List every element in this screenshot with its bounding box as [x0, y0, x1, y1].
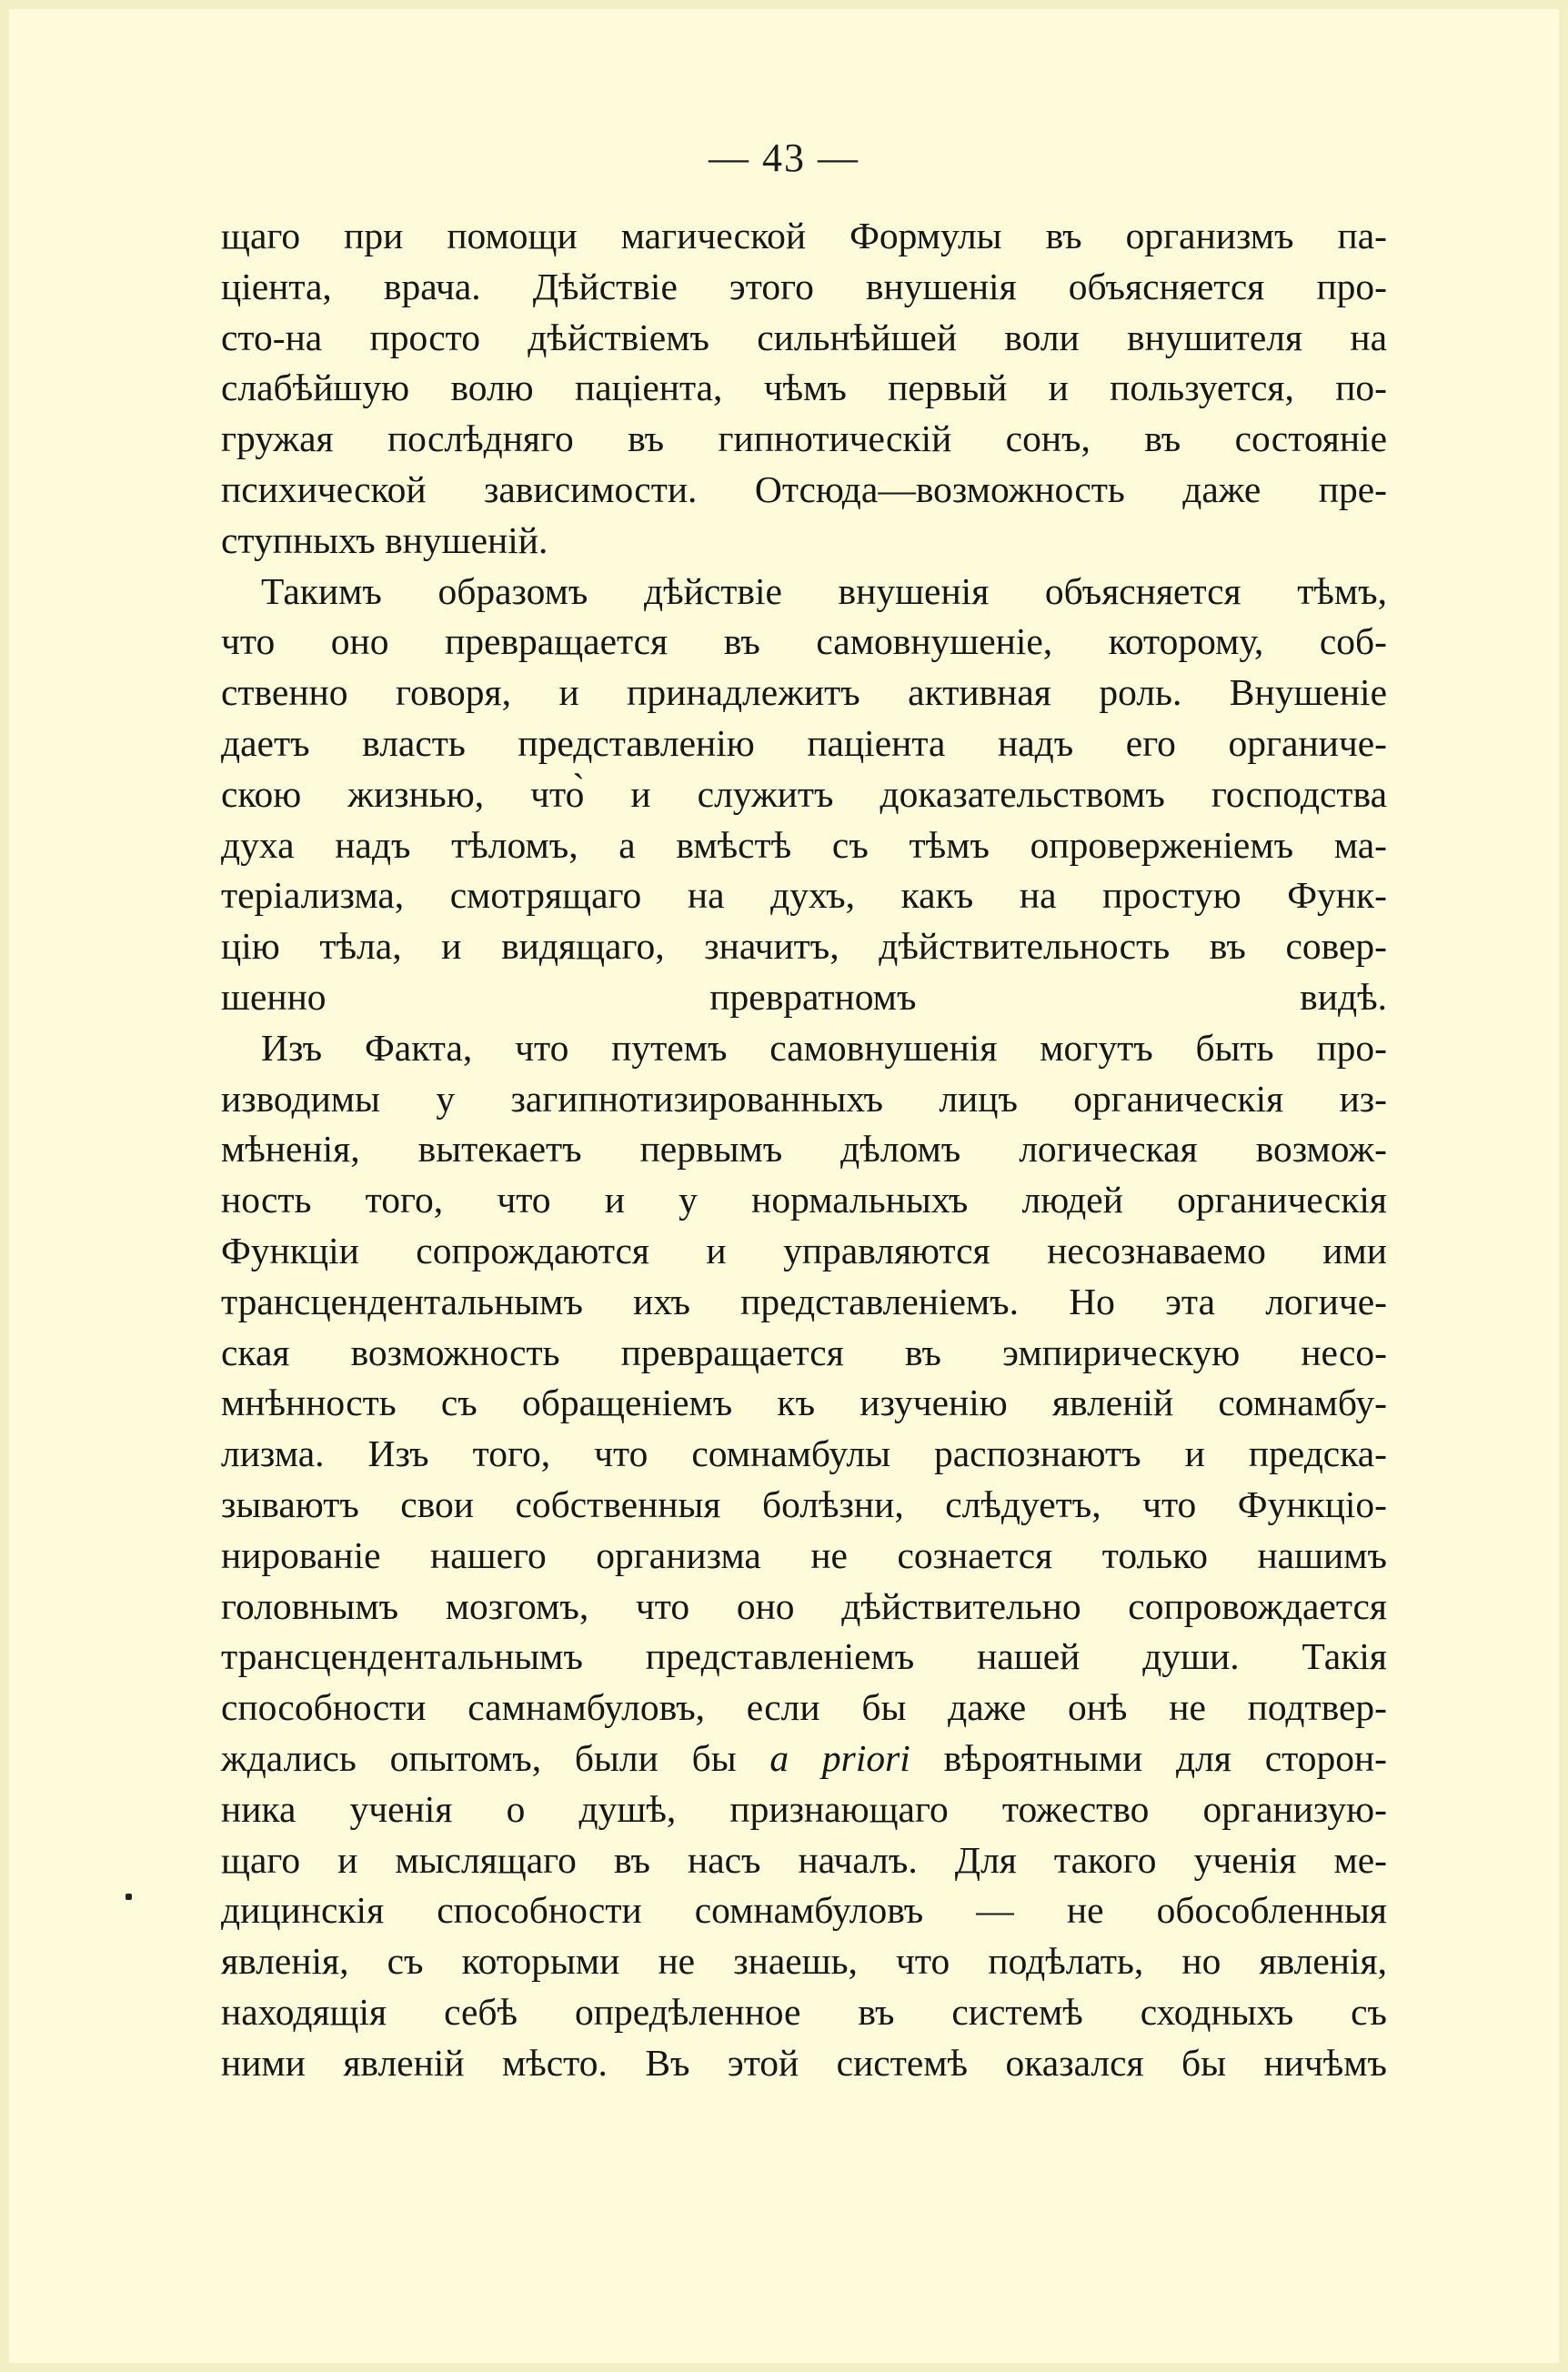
text-line: дицинскія способности сомнамбуловъ — не обособленныя: [221, 1889, 1387, 1932]
text-line: мѣненія, вытекаетъ первымъ дѣломъ логическая возмож-: [221, 1128, 1387, 1171]
text-line: психической зависимости. Отсюда—возможность даже пре-: [221, 467, 1387, 510]
text-line: гружая послѣдняго въ гипнотическій сонъ, въ состояніе: [221, 417, 1387, 460]
text-line: щаго и мыслящаго въ насъ началъ. Для такого ученія ме-: [221, 1838, 1387, 1881]
text-line: щаго при помощи магической Формулы въ организмъ па-: [221, 215, 1387, 256]
text-line: ступныхъ внушеній.: [221, 518, 548, 561]
text-line: изводимы у загипнотизированныхъ лицъ органическія из-: [221, 1077, 1387, 1120]
margin-ink-mark: [126, 1894, 132, 1900]
text-line: нированіе нашего организма не сознается только нашимъ: [221, 1533, 1387, 1576]
text-line: ними явленій мѣсто. Въ этой системѣ оказался бы ничѣмъ: [221, 2041, 1387, 2084]
text-line: трансцендентальнымъ представленіемъ нашей души. Такія: [221, 1635, 1387, 1678]
text-line: слабѣйшую волю паціента, чѣмъ первый и пользуется, по-: [221, 367, 1387, 409]
text-line: находящія себѣ опредѣленное въ системѣ сходныхъ съ: [221, 1990, 1387, 2033]
page-number: — 43 —: [709, 136, 859, 180]
text-line: цію тѣла, и видящаго, значитъ, дѣйствительность въ совер-: [221, 925, 1387, 968]
text-line: мнѣнность съ обращеніемъ къ изученію явленій сомнамбу-: [221, 1382, 1387, 1424]
paragraph-1: [221, 211, 1387, 567]
text-line: что оно превращается въ самовнушеніе, которому, соб-: [221, 620, 1387, 663]
paragraph-3: [221, 1023, 1387, 2089]
text-line: Изъ Факта, что путемъ самовнушенія могутъ быть про-: [261, 1026, 1387, 1069]
paragraph-2: [221, 567, 1387, 1023]
text-line-with-italic: [221, 1734, 1387, 1784]
text-line: Функціи сопрождаются и управляются несознаваемо ими: [221, 1229, 1387, 1271]
text-line: шенно превратномъ видѣ.: [221, 975, 1387, 1018]
text-line: ская возможность превращается въ эмпирическую несо-: [221, 1331, 1387, 1373]
text-line: способности самнамбуловъ, если бы даже онѣ не подтвер-: [221, 1686, 1387, 1729]
text-line: Такимъ образомъ дѣйствіе внушенія объясняется тѣмъ,: [261, 569, 1387, 612]
text-line: даетъ власть представленію паціента надъ его органиче-: [221, 721, 1387, 764]
text-line: теріализма, смотрящаго на духъ, какъ на простую Функ-: [221, 874, 1387, 917]
text-line: ственно говоря, и принадлежитъ активная роль. Внушеніе: [221, 671, 1387, 714]
text-fragment: вѣроятными для сторон-: [910, 1736, 1387, 1779]
text-line: зываютъ свои собственныя болѣзни, слѣдуетъ, что Функціо-: [221, 1482, 1387, 1525]
text-line: головнымъ мозгомъ, что оно дѣйствительно сопровождается: [221, 1584, 1387, 1627]
body-text: [221, 211, 1387, 2088]
text-line: лизма. Изъ того, что сомнамбулы распознаютъ и предска-: [221, 1432, 1387, 1475]
latin-italic-phrase: a priori: [769, 1736, 910, 1779]
text-line: духа надъ тѣломъ, а вмѣстѣ съ тѣмъ опроверженіемъ ма-: [221, 823, 1387, 866]
text-line: сто-на просто дѣйствіемъ сильнѣйшей воли внушителя на: [221, 316, 1387, 358]
text-line: ціента, врача. Дѣйствіе этого внушенія объясняется про-: [221, 265, 1387, 307]
text-line: скою жизнью, что̀ и служитъ доказательствомъ господства: [221, 772, 1387, 815]
text-line: ника ученія о душѣ, признающаго тожество организую-: [221, 1787, 1387, 1830]
text-fragment: ждались опытомъ, были бы: [221, 1736, 770, 1779]
text-line: явленія, съ которыми не знаешь, что подѣлать, но явленія,: [221, 1940, 1387, 1983]
text-line: трансцендентальнымъ ихъ представленіемъ. Но эта логиче-: [221, 1280, 1387, 1322]
text-line: ность того, что и у нормальныхъ людей органическія: [221, 1179, 1387, 1221]
